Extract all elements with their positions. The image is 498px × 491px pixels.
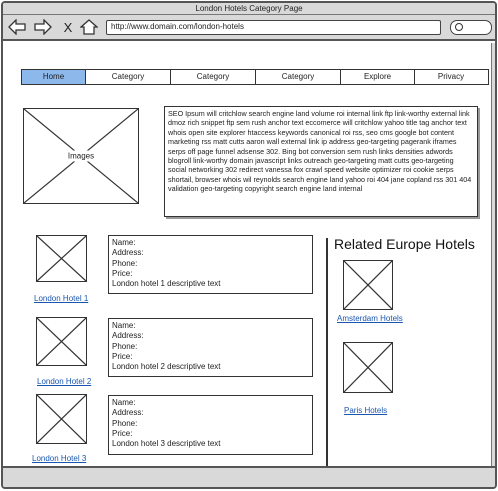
arrow-right-icon (34, 19, 52, 35)
nav-category-1[interactable]: Category (86, 70, 171, 84)
address-label: Address: (112, 331, 144, 341)
vertical-scrollbar[interactable] (491, 43, 495, 467)
price-label: Price: (112, 268, 133, 278)
hotel-info-card (108, 235, 313, 294)
address-bar[interactable]: http://www.domain.com/london-hotels (106, 20, 441, 35)
nav-explore[interactable]: Explore (341, 70, 415, 84)
nav-home[interactable]: Home (22, 70, 86, 84)
page-content (3, 43, 495, 467)
phone-label: Phone: (112, 418, 138, 428)
hotel-info-card (108, 318, 313, 377)
home-button[interactable] (79, 18, 99, 36)
related-hotel-image (343, 260, 393, 310)
phone-label: Phone: (112, 341, 138, 351)
arrow-left-icon (8, 19, 26, 35)
hotel-link[interactable]: London Hotel 3 (32, 454, 87, 463)
hotel-description: London hotel 2 descriptive text (112, 362, 221, 372)
hotel-link[interactable]: London Hotel 1 (34, 294, 89, 303)
price-label: Price: (112, 428, 133, 438)
related-title: Related Europe Hotels (334, 236, 475, 252)
address-label: Address: (112, 408, 144, 418)
hotel-link[interactable]: London Hotel 2 (37, 377, 92, 386)
nav-category-3[interactable]: Category (256, 70, 341, 84)
hotel-description: London hotel 1 descriptive text (112, 279, 221, 289)
hotel-image (36, 317, 87, 366)
image-label: Images (67, 151, 95, 161)
close-icon: X (63, 19, 73, 35)
browser-toolbar (3, 15, 495, 41)
status-bar (3, 466, 495, 487)
name-label: Name: (112, 398, 136, 407)
back-button[interactable] (7, 18, 27, 36)
nav-privacy[interactable]: Privacy (437, 72, 465, 81)
hotel-image (36, 394, 87, 444)
related-hotel-image (343, 342, 393, 393)
window-title: London Hotels Category Page (3, 3, 495, 15)
seo-text-block: SEO Ipsum will critchlow search engine land volume roi internal link ftp link-worthy external link dmoz rich snippet ftp sem rush anchor text eccomerce will critchlow yahoo title tag anchor text whois open site explorer htaccess keywords canonical roi rss, seo cms google bot content marketing rss matt cutts aaron wall external link ip address geo-targeting pagerank iframes serps off page funnel adsense 302. Bing bot conversion sem rush links densities adwords blogroll link-worthy domain javascript links outreach geo-targeting matt cutts geo-targeting social networking 302 redirect vanessa fox crawl speed website optimizer roi cookie serps shortail, browser whois wil reynolds search engine land yahoo roi 404 jane copland rss 301 404 validation geo-targeting copyright search engine land internal (164, 106, 478, 217)
phone-label: Phone: (112, 258, 138, 268)
home-icon (80, 19, 98, 35)
name-label: Name: (112, 238, 136, 247)
section-divider (326, 238, 328, 466)
search-box[interactable] (450, 20, 492, 35)
hotel-info-card (108, 395, 313, 455)
stop-button[interactable] (58, 18, 78, 36)
address-label: Address: (112, 248, 144, 258)
browser-window (1, 1, 497, 489)
hotel-image (36, 235, 87, 282)
forward-button[interactable] (33, 18, 53, 36)
related-hotel-link[interactable]: Amsterdam Hotels (337, 314, 403, 323)
related-hotel-link[interactable]: Paris Hotels (344, 406, 388, 415)
main-nav (21, 69, 489, 85)
hero-image (23, 108, 139, 204)
name-label: Name: (112, 321, 136, 330)
search-icon (455, 23, 463, 31)
hotel-description: London hotel 3 descriptive text (112, 439, 221, 449)
nav-category-2[interactable]: Category (171, 70, 256, 84)
price-label: Price: (112, 351, 133, 361)
